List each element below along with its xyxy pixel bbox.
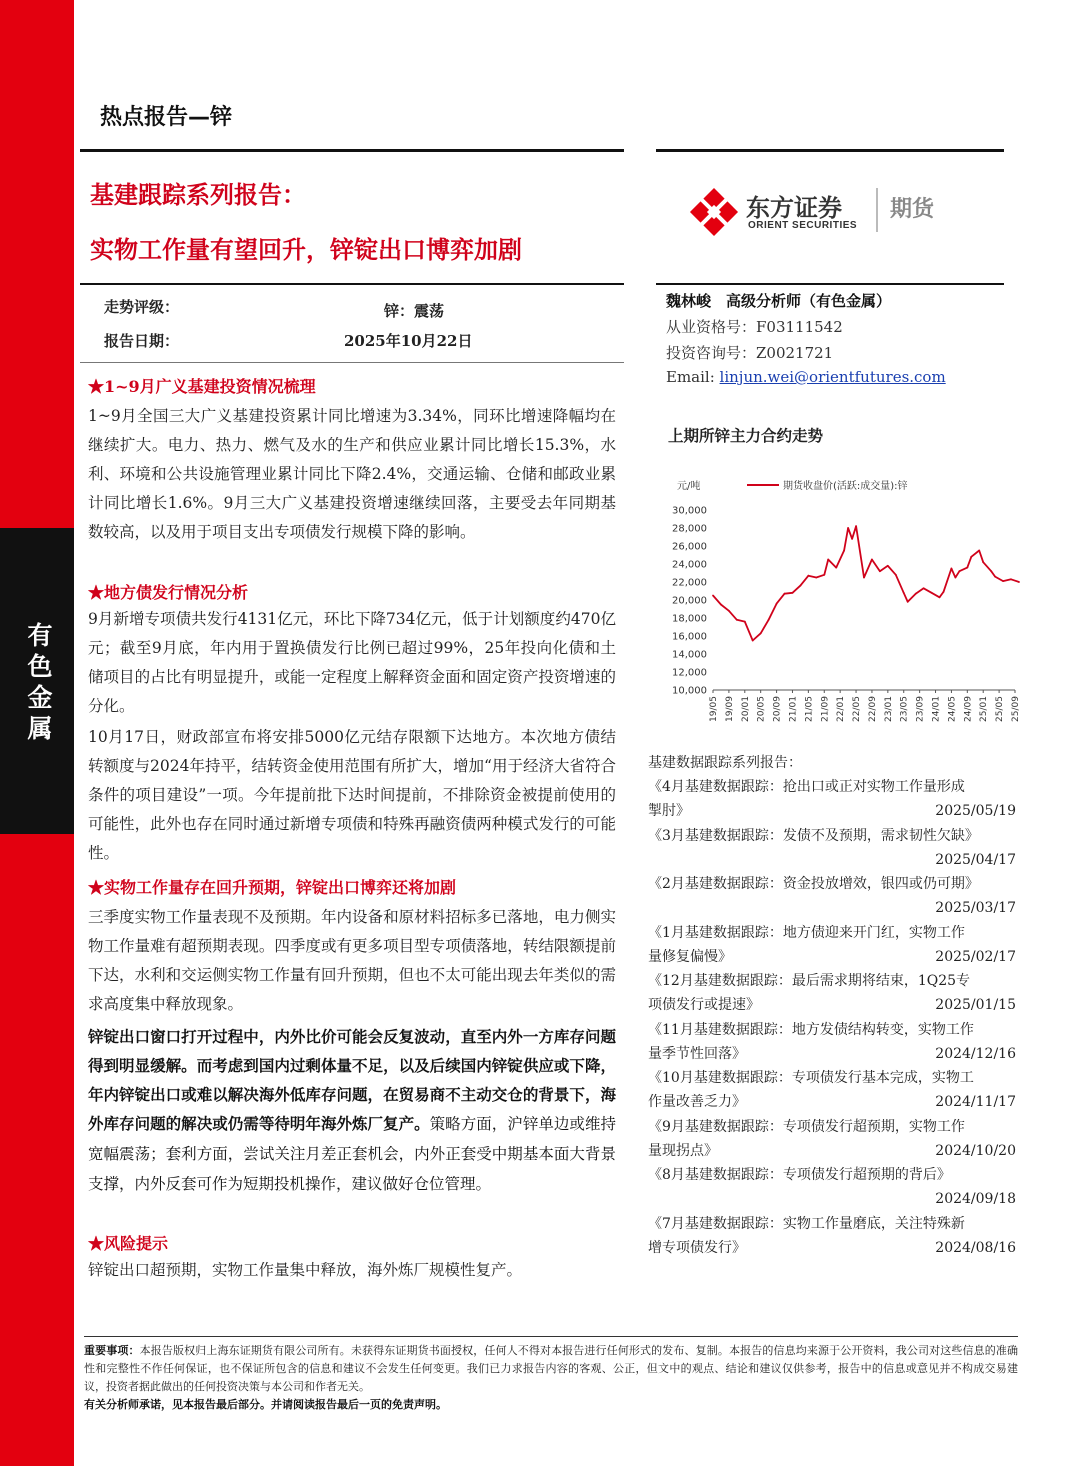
related-report-date: 2024/12/16	[935, 1045, 1016, 1062]
chart-data-point	[1018, 581, 1020, 583]
chart-data-point	[955, 577, 957, 579]
chart-x-tick-label: 19/05	[709, 696, 719, 722]
chart-legend-label: 期货收盘价(活跃:成交量):锌	[783, 481, 908, 492]
related-report-date: 2025/03/17	[935, 900, 1016, 916]
related-report-title: 《8月基建数据跟踪：专项债发行超预期的背后》	[648, 1167, 951, 1183]
company-logo	[688, 186, 968, 238]
chart-data-point	[871, 559, 873, 561]
related-report-title: 《4月基建数据跟踪：抢出口或正对实物工作量形成	[648, 779, 965, 795]
related-report-item[interactable]	[648, 1066, 1018, 1114]
chart-x-tick-label: 24/09	[963, 696, 974, 722]
related-report-date: 2024/09/18	[935, 1191, 1016, 1207]
related-report-title-cont: 项债发行或提速》	[648, 997, 760, 1013]
chart-data-point	[982, 561, 984, 563]
chart-x-tick-label: 24/01	[931, 696, 942, 722]
related-report-title: 《10月基建数据跟踪：专项债发行基本完成，实物工	[648, 1070, 974, 1086]
chart-x-tick-label: 23/01	[883, 696, 894, 722]
chart-x-tick-label: 25/09	[1011, 696, 1021, 722]
chart-data-point	[895, 574, 897, 576]
chart-data-point	[990, 570, 992, 572]
chart-y-tick-label: 10,000	[672, 685, 707, 697]
report-series-title: 基建跟踪系列报告：	[90, 181, 306, 209]
chart-x-tick-label: 20/01	[740, 696, 751, 722]
related-report-title: 《3月基建数据跟踪：发债不及预期，需求韧性欠缺》	[648, 827, 979, 844]
chart-data-point	[736, 619, 738, 621]
section-heading-3: ★实物工作量存在回升预期，锌锭出口博弈还将加剧	[88, 878, 457, 897]
chart-y-tick-label: 22,000	[672, 577, 707, 589]
section-3-key-view	[88, 1022, 616, 1199]
header-rule-right	[656, 149, 1004, 152]
chart-data-point	[970, 556, 972, 558]
chart-data-point	[903, 592, 905, 594]
meta-rule-top	[80, 283, 624, 285]
related-report-date: 2025/01/15	[935, 997, 1016, 1013]
chart-y-tick-label: 30,000	[672, 505, 707, 517]
section-3-paragraph: 三季度实物工作量表现不及预期。年内设备和原材料招标多已落地，电力侧实物工作量难有超预期表现。四季度或有更多项目型专项债落地，转结限额提前下达，水利和交运侧实物工作量有回升预期，但也不太可能出现去年类似的需求高度集中释放现象。	[88, 908, 616, 1013]
related-report-title-cont: 量现拐点》	[648, 1142, 718, 1159]
chart-data-point	[728, 610, 730, 612]
related-report-title-cont: 掣肘》	[648, 803, 690, 819]
email-link[interactable]: linjun.wei@orientfutures.com	[719, 368, 946, 386]
chart-series-line	[713, 526, 1019, 640]
rating-value: 锌：震荡	[384, 302, 445, 320]
footer-disclaimer: 有关分析师承诺，见本报告最后部分。并请阅读报告最后一页的免责声明。	[84, 1398, 447, 1411]
related-report-item[interactable]	[648, 969, 1018, 1017]
chart-data-point	[827, 559, 829, 561]
related-report-date: 2024/11/17	[935, 1094, 1016, 1110]
logo-division: 期货	[890, 197, 935, 222]
related-report-title-cont: 作量改善乏力》	[648, 1094, 746, 1110]
chart-data-point	[808, 575, 810, 577]
footer-notice-label: 重要事项：	[84, 1344, 140, 1357]
related-report-title: 《11月基建数据跟踪：地方发债结构转变，实物工作	[648, 1021, 974, 1038]
related-report-title: 《2月基建数据跟踪：资金投放增效，银四或仍可期》	[648, 876, 979, 892]
header-rule-left	[80, 149, 624, 152]
chart-data-point	[887, 565, 889, 567]
section-heading-4: ★风险提示	[88, 1234, 169, 1253]
report-title: 实物工作量有望回升，锌锭出口博弈加剧	[90, 236, 522, 264]
related-report-date: 2025/05/19	[935, 803, 1016, 819]
related-report-item[interactable]	[648, 824, 1018, 872]
chart-data-point	[843, 550, 845, 552]
chart-data-point	[959, 570, 961, 572]
chart-data-point	[994, 576, 996, 578]
analyst-rule-top	[656, 283, 1004, 285]
risk-paragraph: 锌锭出口超预期，实物工作量集中释放，海外炼厂规模性复产。	[88, 1261, 523, 1279]
chart-data-point	[847, 527, 849, 529]
logo-separator	[876, 188, 878, 232]
series-list-heading: 基建数据跟踪系列报告：	[648, 755, 802, 771]
related-report-item[interactable]	[648, 775, 1018, 823]
chart-data-point	[712, 595, 714, 597]
chart-x-tick-label: 25/05	[995, 696, 1006, 722]
chart-y-tick-label: 26,000	[672, 541, 707, 553]
chart-data-point	[1002, 580, 1004, 582]
related-report-title-cont: 量季节性回落》	[648, 1045, 746, 1062]
chart-data-point	[835, 567, 837, 569]
chart-data-point	[815, 577, 817, 579]
chart-data-point	[784, 593, 786, 595]
chart-data-point	[978, 550, 980, 552]
related-report-title: 《1月基建数据跟踪：地方债迎来开门红，实物工作	[648, 924, 965, 941]
chart-y-tick-label: 12,000	[672, 667, 707, 679]
related-report-title-cont: 增专项债发行》	[648, 1239, 746, 1256]
chart-data-point	[760, 632, 762, 634]
section-1-paragraph: 1~9月全国三大广义基建投资累计同比增速为3.34%，同环比增速降幅均在继续扩大。电力、热力、燃气及水的生产和供应业累计同比增长15.3%，水利、环境和公共设施管理业累计同比下降2.4%，交通运输、仓储和邮政业累计同比增长1.6%。9月三大广义基建投资增速继续回落，主要受去年同期基数较高，以及用于项目支出专项债发行规模下降的影响。	[88, 407, 616, 541]
related-report-date: 2024/08/16	[935, 1239, 1016, 1256]
footer-notice-text: 本报告版权归上海东证期货有限公司所有。未获得东证期货书面授权，任何人不得对本报告进行任何形式的发布、复制。本报告的信息均来源于公开资料，我公司对这些信息的准确性和完整性不作任何保证，也不保证所包含的信息和建议不会发生任何变更。我们已力求报告内容的客观、公正，但文中的观点、结论和建议仅供参考，报告中的信息或意见并不构成交易建议，投资者据此做出的任何投资决策与本公司和作者无关。	[84, 1344, 1019, 1393]
chart-data-point	[823, 574, 825, 576]
chart-data-point	[792, 592, 794, 594]
chart-y-tick-label: 14,000	[672, 649, 707, 661]
analyst-name-title: 魏林峻 高级分析师（有色金属）	[666, 292, 892, 310]
chart-x-tick-label: 20/05	[756, 696, 767, 722]
zinc-price-chart	[655, 470, 1025, 740]
chart-x-tick-label: 21/01	[788, 696, 799, 722]
analyst-consult-number: 投资咨询号：Z0021721	[666, 344, 834, 362]
related-report-item[interactable]	[648, 1115, 1018, 1163]
chart-x-tick-label: 23/05	[899, 696, 910, 722]
chart-data-point	[855, 525, 857, 527]
chart-data-point	[851, 538, 853, 540]
related-report-date: 2024/10/20	[935, 1142, 1016, 1159]
email-label: Email:	[666, 368, 715, 386]
meta-rule-bottom	[80, 362, 624, 363]
related-report-item[interactable]	[648, 1212, 1018, 1260]
chart-data-point	[915, 593, 917, 595]
chart-y-tick-label: 18,000	[672, 613, 707, 625]
section-heading-1: ★1~9月广义基建投资情况梳理	[88, 377, 316, 396]
chart-data-point	[1010, 578, 1012, 580]
analyst-email-row	[666, 368, 946, 386]
chart-x-tick-label: 22/09	[867, 696, 878, 722]
related-report-date: 2025/02/17	[935, 948, 1016, 965]
chart-data-point	[720, 604, 722, 606]
section-2-paragraph-1: 9月新增专项债共发行4131亿元，环比下降734亿元，低于计划额度约470亿元；截至9月底，年内用于置换债发行比例已超过99%，25年投向化债和土储项目的占比有明显提升，或能一定程度上解释资金面和固定资产投资增速的分化。	[88, 610, 616, 715]
analyst-qualification: 从业资格号：F03111542	[666, 318, 843, 336]
logo-name-en: ORIENT SECURITIES	[748, 220, 858, 231]
footer-notice	[84, 1342, 1018, 1414]
chart-data-point	[752, 640, 754, 642]
chart-data-point	[776, 603, 778, 605]
chart-data-point	[800, 585, 802, 587]
rating-label: 走势评级：	[104, 298, 180, 316]
date-label: 报告日期：	[104, 332, 180, 350]
chart-data-point	[863, 577, 865, 579]
chart-data-point	[951, 568, 953, 570]
related-report-title-cont: 量修复偏慢》	[648, 948, 732, 965]
related-report-item[interactable]	[648, 921, 1018, 969]
related-report-item[interactable]	[648, 1018, 1018, 1066]
chart-x-tick-label: 24/05	[947, 696, 958, 722]
chart-data-point	[939, 596, 941, 598]
chart-x-tick-label: 22/01	[836, 696, 847, 722]
footer-rule	[84, 1336, 1018, 1337]
orient-logo-icon	[688, 186, 740, 238]
chart-data-point	[744, 621, 746, 623]
chart-x-tick-label: 19/09	[724, 696, 735, 722]
chart-x-tick-label: 23/09	[915, 696, 926, 722]
chart-x-tick-label: 21/05	[804, 696, 815, 722]
chart-data-point	[931, 592, 933, 594]
chart-y-tick-label: 28,000	[672, 523, 707, 535]
related-report-title: 《7月基建数据跟踪：实物工作量磨底，关注特殊新	[648, 1215, 965, 1232]
strategy-text: 策略方面，沪锌单边或维持宽幅震荡；套利方面，尝试关注月差正套机会，内外正套受中期基本面大背景支撑，内外反套可作为短期投机操作，建议做好仓位管理。	[88, 1115, 616, 1193]
chart-data-point	[768, 619, 770, 621]
chart-x-tick-label: 22/05	[852, 696, 863, 722]
chart-y-tick-label: 24,000	[672, 559, 707, 571]
chart-x-tick-label: 25/01	[979, 696, 990, 722]
section-2-paragraph-2: 10月17日，财政部宣布将安排5000亿元结存限额下达地方。本次地方债结转额度与2024年持平，结转资金使用范围有所扩大，增加“用于经济大省符合条件的项目建设”一项。今年提前批下达时间提前，不排除资金被提前使用的可能性，此外也存在同时通过新增专项债和特殊再融资债两种模式发行的可能性。	[88, 728, 616, 862]
chart-x-tick-label: 20/09	[772, 696, 783, 722]
chart-title: 上期所锌主力合约走势	[668, 426, 824, 445]
related-report-date: 2025/04/17	[935, 851, 1016, 868]
chart-data-point	[879, 570, 881, 572]
section-heading-2: ★地方债发行情况分析	[88, 583, 249, 602]
logo-name-cn: 东方证券	[746, 194, 842, 222]
document-type: 热点报告—锌	[100, 105, 233, 130]
related-report-title: 《12月基建数据跟踪：最后需求期将结束，1Q25专	[648, 973, 971, 989]
related-report-title: 《9月基建数据跟踪：专项债发行超预期，实物工作	[648, 1118, 965, 1135]
chart-data-point	[907, 601, 909, 603]
date-value: 2025年10月22日	[344, 332, 473, 350]
chart-y-tick-label: 16,000	[672, 631, 707, 643]
related-report-item[interactable]	[648, 1163, 1018, 1211]
chart-data-point	[943, 591, 945, 593]
chart-x-tick-label: 21/09	[820, 696, 831, 722]
chart-data-point	[966, 567, 968, 569]
sector-label: 有色金属	[27, 621, 53, 743]
chart-y-unit: 元/吨	[677, 481, 701, 492]
key-view-bold: 锌锭出口窗口打开过程中，内外比价可能会反复波动，直至内外一方库存问题得到明显缓解。而考虑到国内过剩体量不足，以及后续国内锌锭供应或下降，年内锌锭出口或难以解决海外低库存问题，在贸易商不主动交仓的背景下，海外库存问题的解决或仍需等待明年海外炼厂复产。	[88, 1027, 616, 1133]
chart-y-tick-label: 20,000	[672, 595, 707, 607]
related-report-item[interactable]	[648, 872, 1018, 920]
chart-data-point	[923, 587, 925, 589]
